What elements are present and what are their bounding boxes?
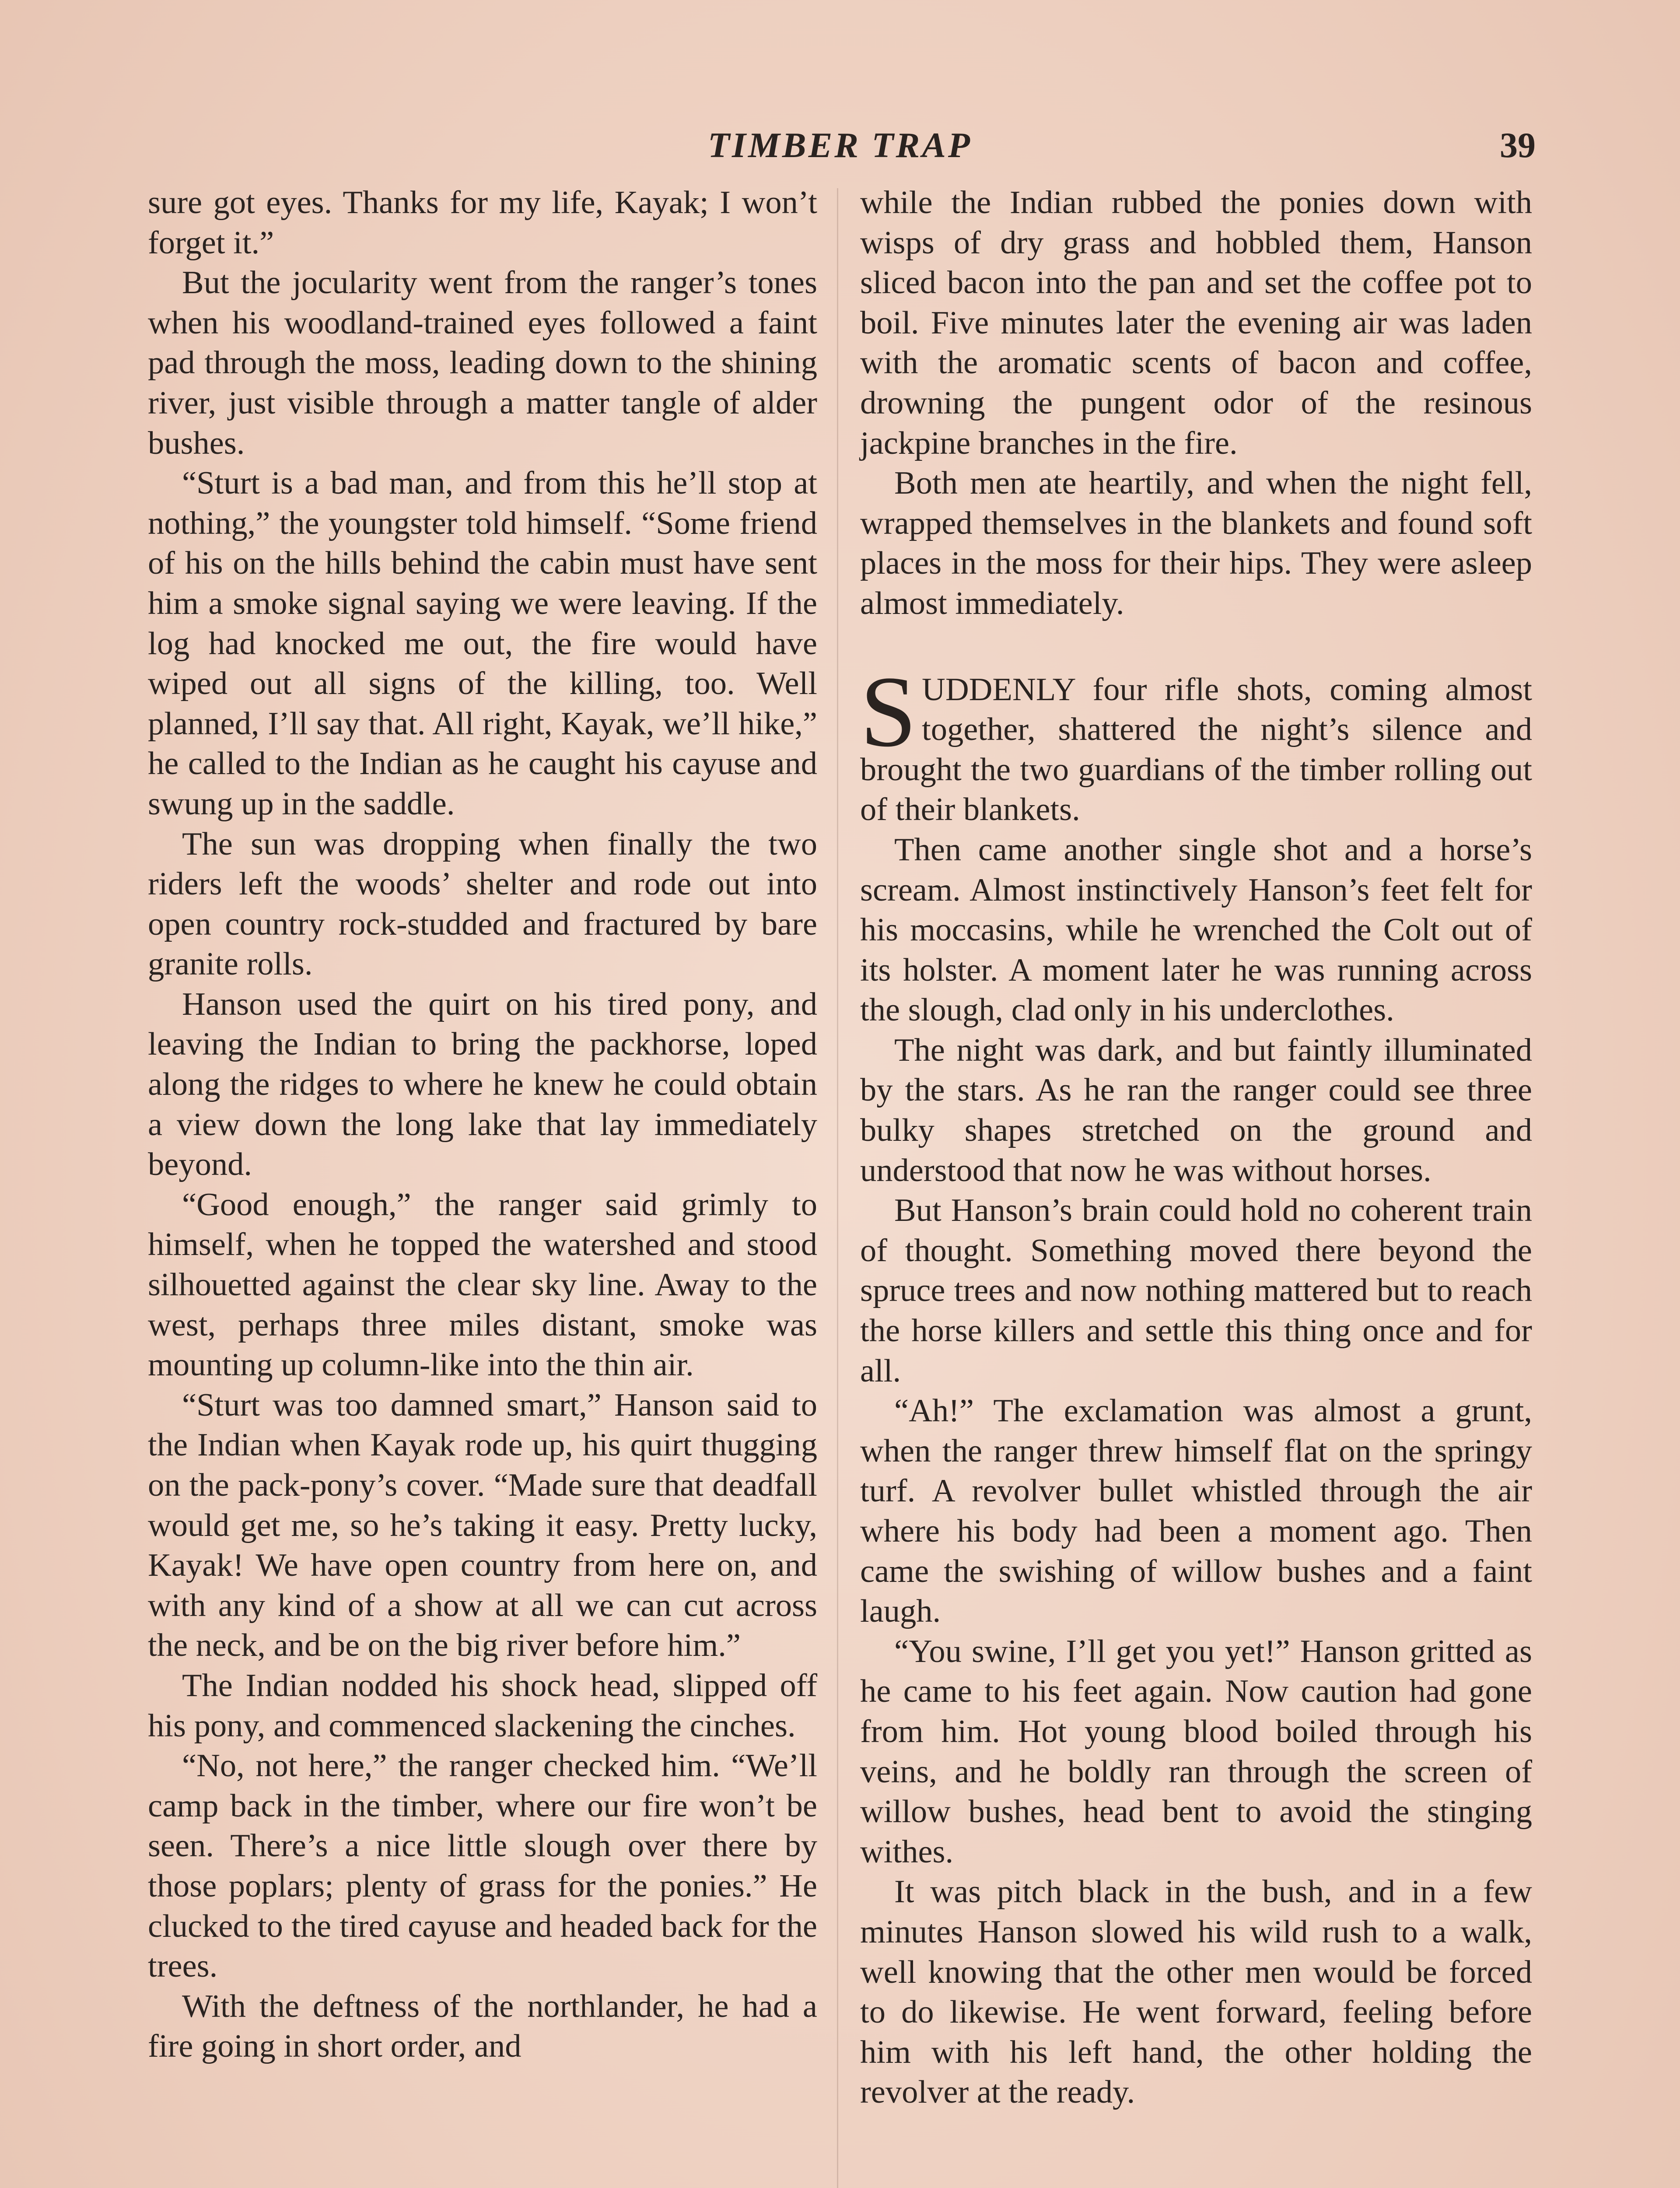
drop-cap: S	[860, 655, 917, 768]
paragraph: With the deftness of the northlander, he had a fire going in short order, and	[148, 1988, 817, 2065]
column-divider	[837, 188, 838, 2188]
paragraph: But Hanson’s brain could hold no coherent train of thought. Something moved there beyond the spruce trees and now nothing mattered but to reach the horse killers and settle this thing once and for all.	[860, 1192, 1532, 1389]
paragraph-text: UDDENLY four rifle shots, coming almost together, shattered the night’s silence and brought the two guardians of the timber rolling out of their blankets.	[860, 671, 1532, 828]
paragraph: The sun was dropping when finally the two riders left the woods’ shelter and rode out into open country rock-studded and fractured by bare granite rolls.	[148, 826, 817, 982]
right-column	[860, 183, 1532, 2113]
paragraph: Hanson used the quirt on his tired pony, and leaving the Indian to bring the packhorse, loped along the ridges to where he knew he could obtain a view down the long lake that lay immediately beyond.	[148, 986, 817, 1183]
page-header	[144, 125, 1536, 173]
paragraph: It was pitch black in the bush, and in a few minutes Hanson slowed his wild rush to a walk, well knowing that the other men would be forced to do likewise. He went forward, feeling before him with his left hand, the other holding the revolver at the ready.	[860, 1874, 1532, 2111]
paragraph: sure got eyes. Thanks for my life, Kayak; I won’t forget it.”	[148, 185, 817, 261]
paragraph: Then came another single shot and a horse’s scream. Almost instinctively Hanson’s feet felt for his moccasins, while he wrenched the Colt out of its holster. A moment later he was running across the slough, clad only in his underclothes.	[860, 831, 1532, 1028]
paragraph: “Ah!” The exclamation was almost a grunt, when the ranger threw himself flat on the springy turf. A revolver bullet whistled through the air where his body had been a moment ago. Then came the swishing of willow bushes and a faint laugh.	[860, 1393, 1532, 1630]
paragraph: “Good enough,” the ranger said grimly to himself, when he topped the watershed and stood silhouetted against the clear sky line. Away to the west, perhaps three miles distant, smoke was mounting up column-like into the thin air.	[148, 1186, 817, 1383]
paragraph: The Indian nodded his shock head, slipped off his pony, and commenced slackening the cinches.	[148, 1667, 817, 1744]
paragraph: “Sturt is a bad man, and from this he’ll stop at nothing,” the youngster told himself. “Some friend of his on the hills behind the cabin must have sent him a smoke signal saying we were leaving. If the log had knocked me out, the fire would have wiped out all signs of the killing, too. Well planned, I’ll say that. All right, Kayak, we’ll hike,” he called to the Indian as he caught his cayuse and swung up in the saddle.	[148, 465, 817, 822]
paragraph: But the jocularity went from the ranger’s tones when his woodland-trained eyes followed a faint pad through the moss, leading down to the shining river, just visible through a matter tangle of alder bushes.	[148, 265, 817, 461]
left-column	[148, 183, 817, 2067]
paragraph: Both men ate heartily, and when the night fell, wrapped themselves in the blankets and found soft places in the moss for their hips. They were asleep almost immediately.	[860, 465, 1532, 621]
page-number: 39	[1500, 125, 1536, 165]
paragraph: “You swine, I’ll get you yet!” Hanson gritted as he came to his feet again. Now caution had gone from him. Hot young blood boiled through his veins, and he boldly ran through the screen of willow bushes, head bent to avoid the stinging withes.	[860, 1633, 1532, 1870]
paragraph: “No, not here,” the ranger checked him. “We’ll camp back in the timber, where our fire won’t be seen. There’s a nice little slough over there by those poplars; plenty of grass for the ponies.” He clucked to the tired cayuse and headed back for the trees.	[148, 1748, 817, 1985]
section-opening-paragraph	[860, 655, 1532, 830]
paragraph: The night was dark, and but faintly illuminated by the stars. As he ran the ranger could see three bulky shapes stretched on the ground and understood that now he was without horses.	[860, 1032, 1532, 1189]
paragraph: “Sturt was too damned smart,” Hanson said to the Indian when Kayak rode up, his quirt thugging on the pack-pony’s cover. “Made sure that deadfall would get me, so he’s taking it easy. Pretty lucky, Kayak! We have open country from here on, and with any kind of a show at all we can cut across the neck, and be on the big river before him.”	[148, 1387, 817, 1664]
running-title: TIMBER TRAP	[707, 125, 973, 165]
paragraph: while the Indian rubbed the ponies down with wisps of dry grass and hobbled them, Hanson sliced bacon into the pan and set the coffee pot to boil. Five minutes later the evening air was laden with the aromatic scents of bacon and coffee, drowning the pungent odor of the resinous jackpine branches in the fire.	[860, 185, 1532, 461]
